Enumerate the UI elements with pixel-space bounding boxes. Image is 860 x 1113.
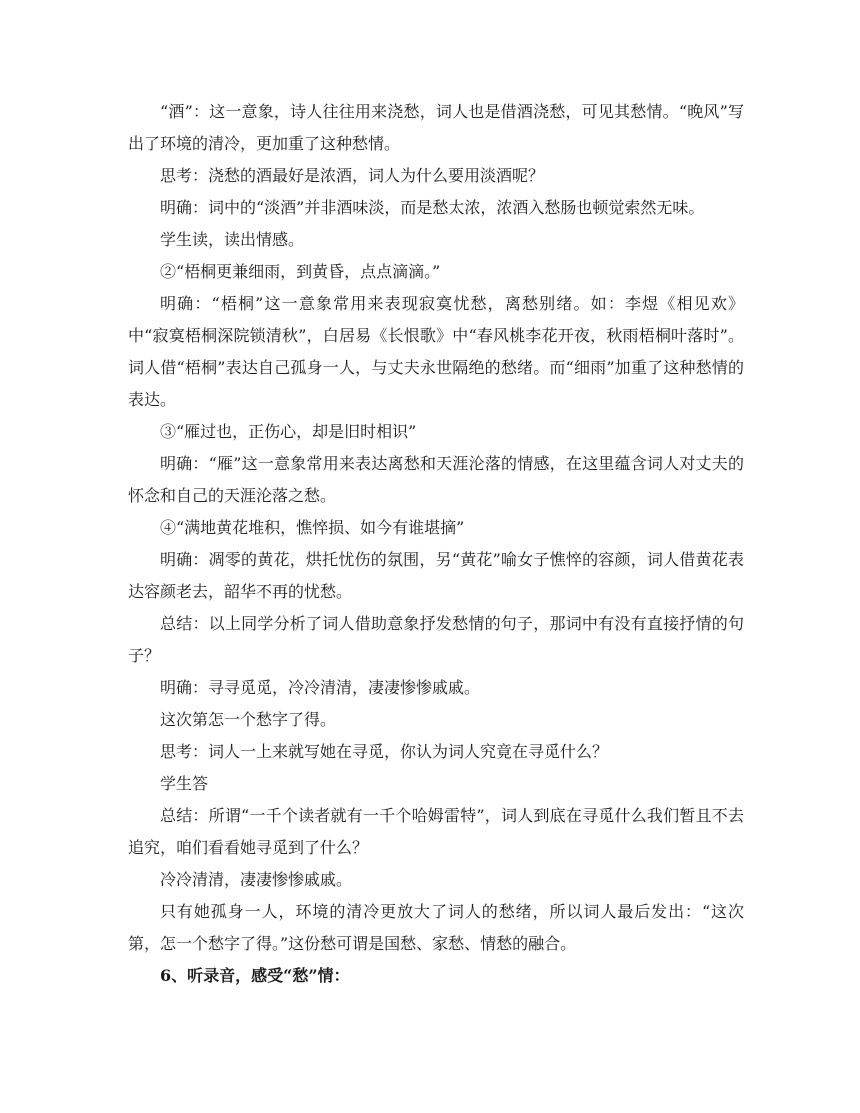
paragraph-summary-hamlet: 总结：所谓“一千个读者就有一千个哈姆雷特”，词人到底在寻觅什么我们暂且不去追究，咱们看看她寻觅到了什么？ — [128, 806, 744, 857]
paragraph-cold-and-lonely: 冷冷清清，凄凄惨惨戚戚。 — [160, 870, 353, 889]
paragraph-quote-goose: ③“雁过也，正伤心，却是旧时相识” — [160, 422, 417, 441]
paragraph-wine-imagery: “酒”：这一意象，诗人往往用来浇愁，词人也是借酒浇愁，可见其愁情。“晚风”写出了环境的清冷，更加重了这种愁情。 — [128, 102, 744, 153]
section-heading-listen: 6、听录音，感受“愁”情： — [160, 966, 350, 985]
paragraph-quote-wutong: ②“梧桐更兼细雨，到黄昏，点点滴滴。” — [160, 262, 441, 281]
paragraph-quote-yellow-flowers: ④“满地黄花堆积，憔悴损、如今有谁堪摘” — [160, 518, 465, 537]
document-body — [128, 96, 744, 992]
paragraph-closing-line: 这次第怎一个愁字了得。 — [160, 710, 337, 729]
paragraph-think-light-wine: 思考：浇愁的酒最好是浓酒，词人为什么要用淡酒呢？ — [160, 166, 545, 185]
paragraph-answer-wutong: 明确：“梧桐”这一意象常用来表现寂寞忧愁，离愁别绪。如：李煜《相见欢》中“寂寞梧桐深院锁清秋”，白居易《长恨歌》中“春风桃李花开夜，秋雨梧桐叶落时”。词人借“梧桐”表达自己孤身一人，与丈夫永世隔绝的愁绪。而“细雨”加重了这种愁情的表达。 — [128, 294, 744, 409]
paragraph-answer-direct-lyric: 明确：寻寻觅觅，冷冷清清，凄凄惨惨戚戚。 — [160, 678, 481, 697]
paragraph-think-seeking: 思考：词人一上来就写她在寻觅，你认为词人究竟在寻觅什么？ — [160, 742, 609, 761]
paragraph-answer-light-wine: 明确：词中的“淡酒”并非酒味淡，而是愁太浓，浓酒入愁肠也顿觉索然无味。 — [160, 198, 705, 217]
paragraph-answer-goose: 明确：“雁”这一意象常用来表达离愁和天涯沦落的情感，在这里蕴含词人对丈夫的怀念和自己的天涯沦落之愁。 — [128, 454, 744, 505]
paragraph-student-answer: 学生答 — [160, 774, 209, 793]
paragraph-final-sorrow: 只有她孤身一人，环境的清冷更放大了词人的愁绪，所以词人最后发出：“这次第，怎一个愁字了得。”这份愁可谓是国愁、家愁、情愁的融合。 — [128, 902, 744, 953]
paragraph-student-reading: 学生读，读出情感。 — [160, 230, 305, 249]
paragraph-summary-imagery: 总结：以上同学分析了词人借助意象抒发愁情的句子，那词中有没有直接抒情的句子？ — [128, 614, 744, 665]
paragraph-answer-yellow-flowers: 明确：凋零的黄花，烘托忧伤的氛围，另“黄花”喻女子憔悴的容颜，词人借黄花表达容颜老去，韶华不再的忧愁。 — [128, 550, 744, 601]
